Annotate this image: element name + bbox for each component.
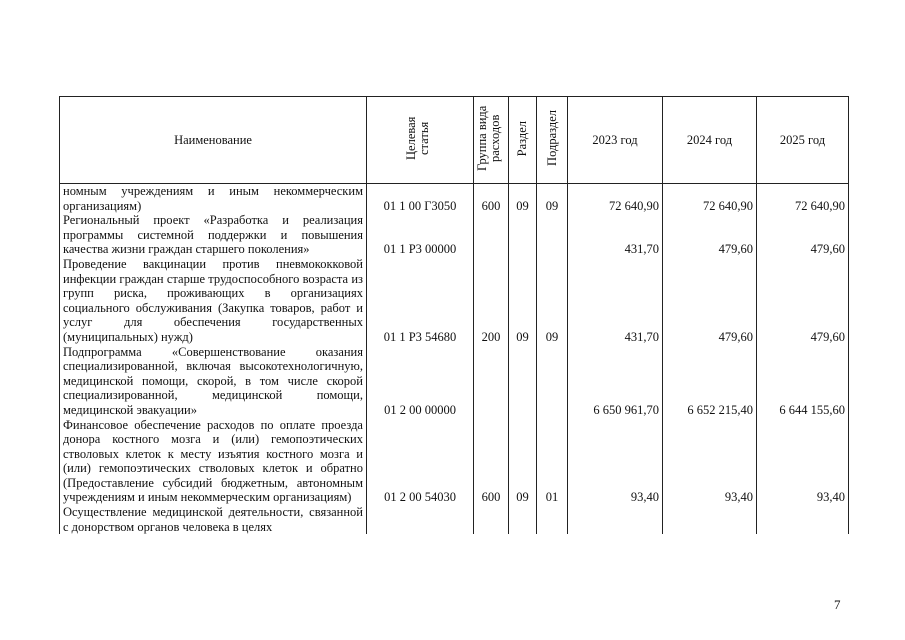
row-section [509,213,537,257]
row-group [474,213,509,257]
row-value-2024: 72 640,90 [663,184,757,214]
row-name: Финансовое обеспечение расходов по оплате проезда донора костного мозга и (или) гемопоэтических стволовых клеток к месту изъятия костного мозга и (или) гемопоэтических стволовых клеток и обратно (Предоставление субсидий бюджетным, автономным учреждениям и иным некоммерческим организациям) [60,418,367,506]
header-name: Наименование [60,97,367,184]
header-subsection [537,97,568,184]
header-section [509,97,537,184]
row-name: Подпрограмма «Совершенствование оказания специализированной, включая высокотехнологичную, медицинской помощи, скорой, в том числе скорой специализированной, медицинской помощи, медицинской эвакуации» [60,345,367,418]
row-subsection: 01 [537,418,568,506]
row-section: 09 [509,184,537,214]
page-number: 7 [834,597,841,612]
row-subsection: 09 [537,184,568,214]
row-group: 600 [474,184,509,214]
table-row [60,184,849,214]
row-section: 09 [509,418,537,506]
row-value-2024: 6 652 215,40 [663,345,757,418]
row-name: номным учреждениям и иным некоммерческим организациям) [60,184,367,214]
header-section-label: Раздел [515,120,529,156]
row-value-2023: 72 640,90 [568,184,663,214]
row-subsection [537,213,568,257]
table-row [60,257,849,345]
table-row [60,505,849,534]
row-name: Осуществление медицинской деятельности, связанной с донорством органов человека в целях [60,505,367,534]
row-value-2024: 479,60 [663,257,757,345]
row-group: 200 [474,257,509,345]
row-value-2025 [757,505,849,534]
row-value-2025: 72 640,90 [757,184,849,214]
row-value-2023: 431,70 [568,257,663,345]
row-value-2024: 479,60 [663,213,757,257]
row-code: 01 1 Р3 54680 [367,257,474,345]
row-group [474,345,509,418]
header-subsection-label: Подраздел [544,110,559,167]
row-code: 01 2 00 54030 [367,418,474,506]
row-subsection [537,345,568,418]
row-name: Региональный проект «Разработка и реализация программы системной поддержки и повышения качества жизни граждан старшего поколения» [60,213,367,257]
table-row [60,345,849,418]
row-section: 09 [509,257,537,345]
row-subsection [537,505,568,534]
row-section [509,345,537,418]
row-group [474,505,509,534]
row-section [509,505,537,534]
row-name: Проведение вакцинации против пневмококковой инфекции граждан старше трудоспособного возраста из групп риска, проживающих в организациях социального обслуживания (Закупка товаров, работ и услуг для обеспечения государственных (муниципальных) нужд) [60,257,367,345]
header-expense-group [474,97,509,184]
header-expense-group-label: Группа вида расходов [475,105,502,171]
row-code: 01 1 00 Г3050 [367,184,474,214]
table-header-row [60,97,849,184]
header-2024: 2024 год [663,97,757,184]
row-value-2024 [663,505,757,534]
row-value-2025: 93,40 [757,418,849,506]
header-target-article-label: Целевая статья [404,116,431,160]
row-value-2025: 479,60 [757,257,849,345]
row-value-2023: 6 650 961,70 [568,345,663,418]
header-target-article [367,97,474,184]
row-code [367,505,474,534]
row-code: 01 1 Р3 00000 [367,213,474,257]
header-2025: 2025 год [757,97,849,184]
table-row [60,213,849,257]
row-value-2023: 431,70 [568,213,663,257]
row-group: 600 [474,418,509,506]
header-2023: 2023 год [568,97,663,184]
row-value-2023: 93,40 [568,418,663,506]
budget-table [59,96,849,534]
row-value-2023 [568,505,663,534]
row-subsection: 09 [537,257,568,345]
row-value-2024: 93,40 [663,418,757,506]
row-value-2025: 6 644 155,60 [757,345,849,418]
table-row [60,418,849,506]
row-code: 01 2 00 00000 [367,345,474,418]
row-value-2025: 479,60 [757,213,849,257]
